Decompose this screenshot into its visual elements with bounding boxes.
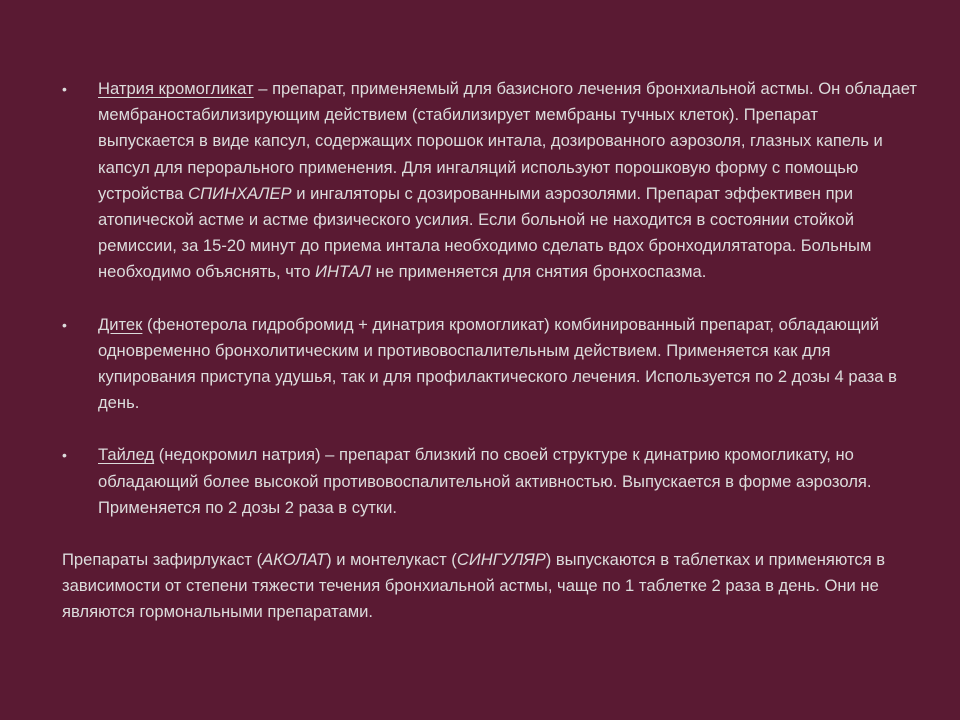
drug-term: Тайлед	[98, 445, 155, 465]
bullet-text: (недокромил натрия) – препарат близкий по своей структуре к динатрию кромогликату, но обладающий более высокой противовоспалительной активностью. Выпускается в форме аэрозоля. Применяется по 2 дозы 2 раза в сутки.	[98, 445, 872, 517]
bullet-icon: •	[62, 81, 67, 97]
bullet-item-sodium-cromoglicate	[62, 76, 918, 286]
bullet-text: – препарат, применяемый для базисного лечения бронхиальной астмы. Он обладает мембраностабилизирующим действием (стабилизирует мембраны тучных клеток). Препарат выпускается в виде капсул, содержащих порошок интала, дозированного аэрозоля, глазных капель и капсул для перорального применения. Для ингаляций используют порошковую форму с помощью устройства	[98, 79, 917, 203]
slide-text-block	[62, 76, 918, 626]
summary-paragraph	[62, 547, 918, 626]
drug-term: Дитек	[98, 314, 143, 334]
brand-name: СПИНХАЛЕР	[188, 183, 292, 203]
bullet-text: не применяется для снятия бронхоспазма.	[371, 262, 707, 282]
summary-text: ) и монтелукаст (	[326, 550, 457, 570]
bullet-item-ditek	[62, 312, 918, 417]
bullet-icon: •	[62, 447, 67, 464]
summary-text: ) выпускаются в таблетках и применяются в зависимости от степени тяжести течения бронхиальной астмы, чаще по 1 таблетке 2 раза в день. Они не являются гормональными препаратами.	[62, 550, 886, 622]
brand-name: ИНТАЛ	[315, 262, 371, 282]
bullet-icon: •	[62, 316, 67, 333]
bullet-item-tailed	[62, 442, 918, 521]
summary-text: Препараты зафирлукаст (	[62, 550, 263, 570]
brand-name: АКОЛАТ	[262, 550, 327, 570]
drug-term: Натрия кромогликат	[98, 79, 254, 98]
brand-name: СИНГУЛЯР	[456, 550, 546, 570]
bullet-text: и ингаляторы с дозированными аэрозолями. Препарат эффективен при атопической астме и астме физического усилия. Если больной не находится в состоянии стойкой ремиссии, за 15-20 минут до приема интала необходимо сделать вдох бронходилятатора. Больным необходимо объяснять, что	[98, 183, 872, 282]
bullet-text: (фенотерола гидробромид + динатрия кромогликат) комбинированный препарат, обладающий одновременно бронхолитическим и противовоспалительным действием. Применяется как для купирования приступа удушья, так и для профилактического лечения. Используется по 2 дозы 4 раза в день.	[98, 314, 897, 413]
